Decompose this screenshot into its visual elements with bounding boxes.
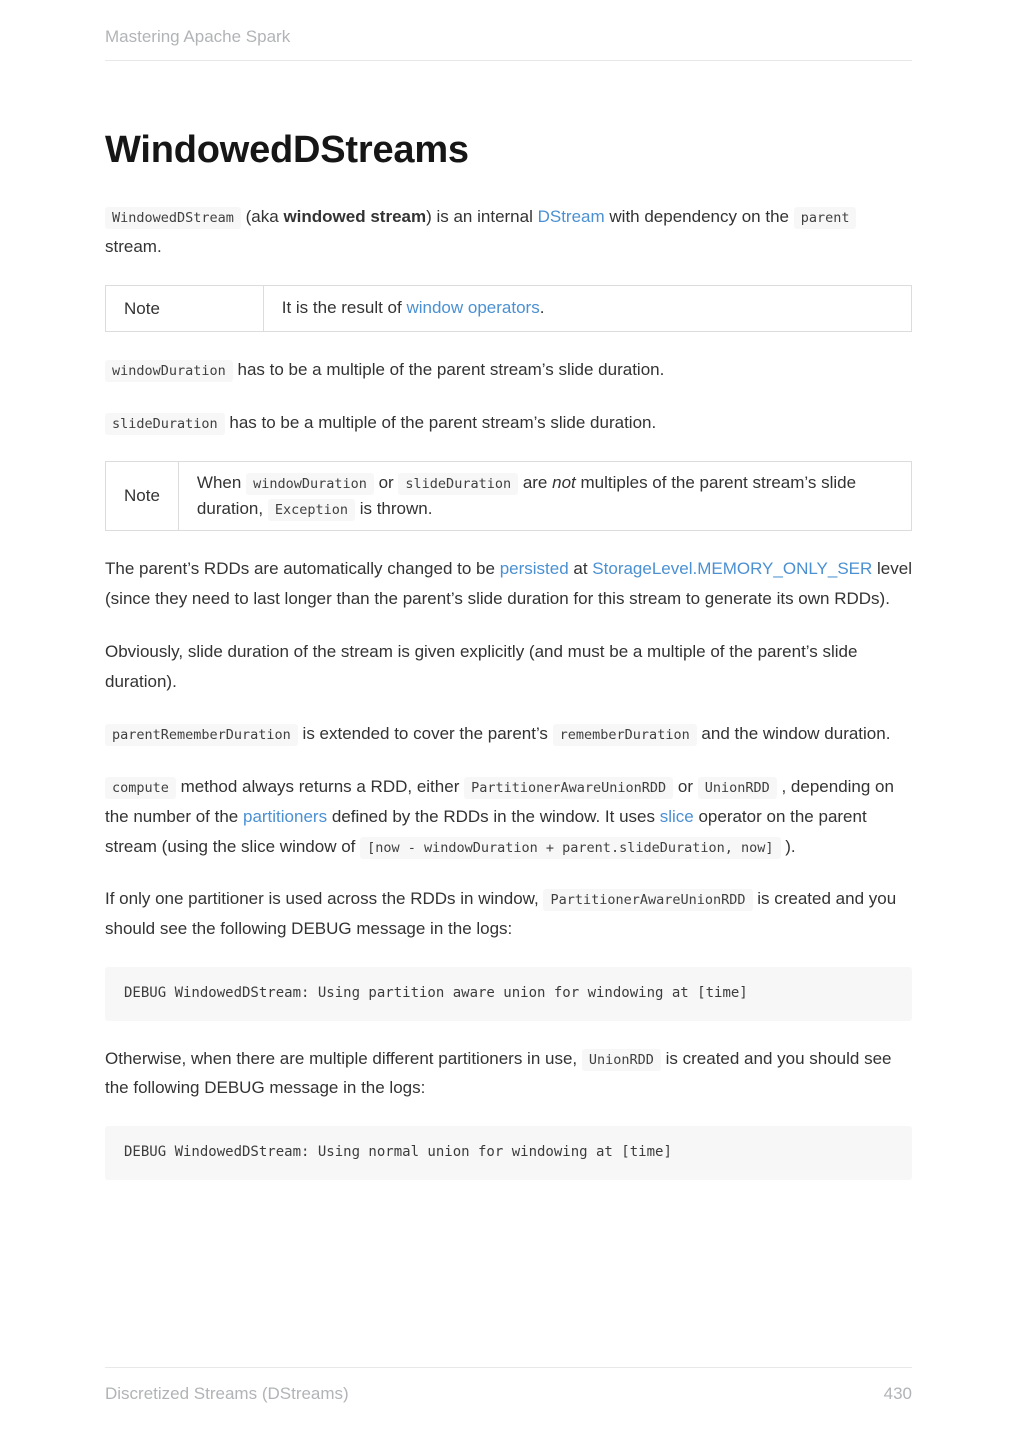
note-body [178, 461, 911, 531]
text-span: and the window duration. [696, 724, 891, 744]
inline-link[interactable]: DStream [537, 207, 605, 226]
inline-code: compute [105, 777, 176, 799]
inline-link[interactable]: slice [659, 806, 694, 826]
paragraph [105, 554, 912, 614]
text-span: . [539, 298, 545, 318]
inline-link[interactable]: window operators [406, 298, 540, 318]
inline-code: slideDuration [398, 473, 518, 495]
page-header [105, 0, 912, 61]
paragraph [105, 772, 912, 861]
inline-link[interactable]: partitioners [242, 806, 328, 826]
text-span: The parent’s RDDs are automatically changed to be [105, 559, 500, 579]
inline-code: PartitionerAwareUnionRDD [543, 889, 752, 911]
note-table [105, 461, 912, 532]
text-span: Obviously, slide duration of the stream is given explicitly (and must be a multiple of the parent’s slide duration). [105, 641, 858, 691]
text-span: When [196, 472, 247, 492]
code-block [105, 1126, 912, 1180]
text-span: or [373, 472, 399, 492]
inline-code: parentRememberDuration [105, 724, 298, 746]
note-label: Note [106, 285, 264, 332]
text-span: is extended to cover the parent’s [297, 724, 553, 744]
note-body [263, 285, 911, 332]
paragraph [105, 637, 912, 697]
note-table [105, 285, 912, 333]
paragraph [105, 355, 912, 385]
paragraph [105, 884, 912, 944]
content [105, 202, 912, 1180]
inline-code: PartitionerAwareUnionRDD [464, 777, 673, 799]
inline-code: Exception [268, 499, 355, 521]
text-span: is created and you should see the following DEBUG message in the logs: [105, 889, 897, 939]
page-footer [105, 1367, 912, 1404]
text-span: It is the result of [281, 298, 407, 318]
inline-code: parent [794, 207, 857, 229]
text-span: at [568, 559, 593, 579]
inline-code: windowDuration [246, 473, 374, 495]
page-title: WindowedDStreams [105, 129, 469, 171]
text-span: , depending on the number of the [105, 777, 894, 826]
text-span: ) is an internal [426, 207, 538, 226]
paragraph [105, 202, 912, 262]
text-span: ). [780, 836, 796, 856]
note-row [106, 285, 912, 332]
text-span: with dependency on the [604, 207, 794, 226]
text-span: method always returns a RDD, either [175, 777, 465, 797]
code-block-text: DEBUG WindowedDStream: Using partition aware union for windowing at [time] [124, 984, 748, 1001]
text-span: are [518, 472, 553, 492]
italic-text: not [552, 472, 576, 492]
inline-code: WindowedDStream [105, 207, 241, 229]
text-span: defined by the RDDs in the window. It uses [327, 806, 660, 826]
text-span: (aka [240, 207, 284, 226]
text-span: multiples of the parent stream’s slide duration, [196, 472, 857, 519]
text-span: is created and you should see the following DEBUG message in the logs: [105, 1048, 892, 1098]
bold-text: windowed stream [283, 207, 427, 226]
text-span: is thrown. [354, 499, 433, 519]
note-label: Note [106, 461, 179, 531]
inline-link[interactable]: StorageLevel.MEMORY_ONLY_SER [592, 559, 873, 579]
paragraph [105, 408, 912, 438]
text-span: has to be a multiple of the parent stream’s slide duration. [232, 360, 665, 380]
code-block [105, 967, 912, 1021]
text-span: has to be a multiple of the parent stream’s slide duration. [224, 413, 657, 432]
book-title: Mastering Apache Spark [105, 27, 291, 46]
footer-page-number: 430 [883, 1384, 912, 1403]
text-span: or [673, 777, 698, 797]
text-span: stream. [105, 236, 162, 256]
inline-link[interactable]: persisted [499, 559, 569, 579]
inline-code: UnionRDD [582, 1049, 661, 1071]
inline-code: windowDuration [105, 360, 233, 382]
inline-code: [now - windowDuration + parent.slideDuration, now] [360, 837, 780, 859]
footer-section-title: Discretized Streams (DStreams) [105, 1384, 349, 1403]
code-block-text: DEBUG WindowedDStream: Using normal union for windowing at [time] [124, 1144, 672, 1161]
paragraph [105, 1044, 912, 1104]
inline-code: slideDuration [105, 413, 225, 435]
text-span: Otherwise, when there are multiple different partitioners in use, [105, 1048, 582, 1068]
inline-code: rememberDuration [553, 724, 697, 746]
text-span: level (since they need to last longer than the parent’s slide duration for this stream to generate its own RDDs). [105, 559, 912, 609]
note-row [106, 461, 912, 531]
paragraph [105, 719, 912, 749]
text-span: operator on the parent stream (using the slice window of [105, 806, 867, 856]
inline-code: UnionRDD [698, 777, 777, 799]
text-span: If only one partitioner is used across the RDDs in window, [105, 889, 544, 909]
